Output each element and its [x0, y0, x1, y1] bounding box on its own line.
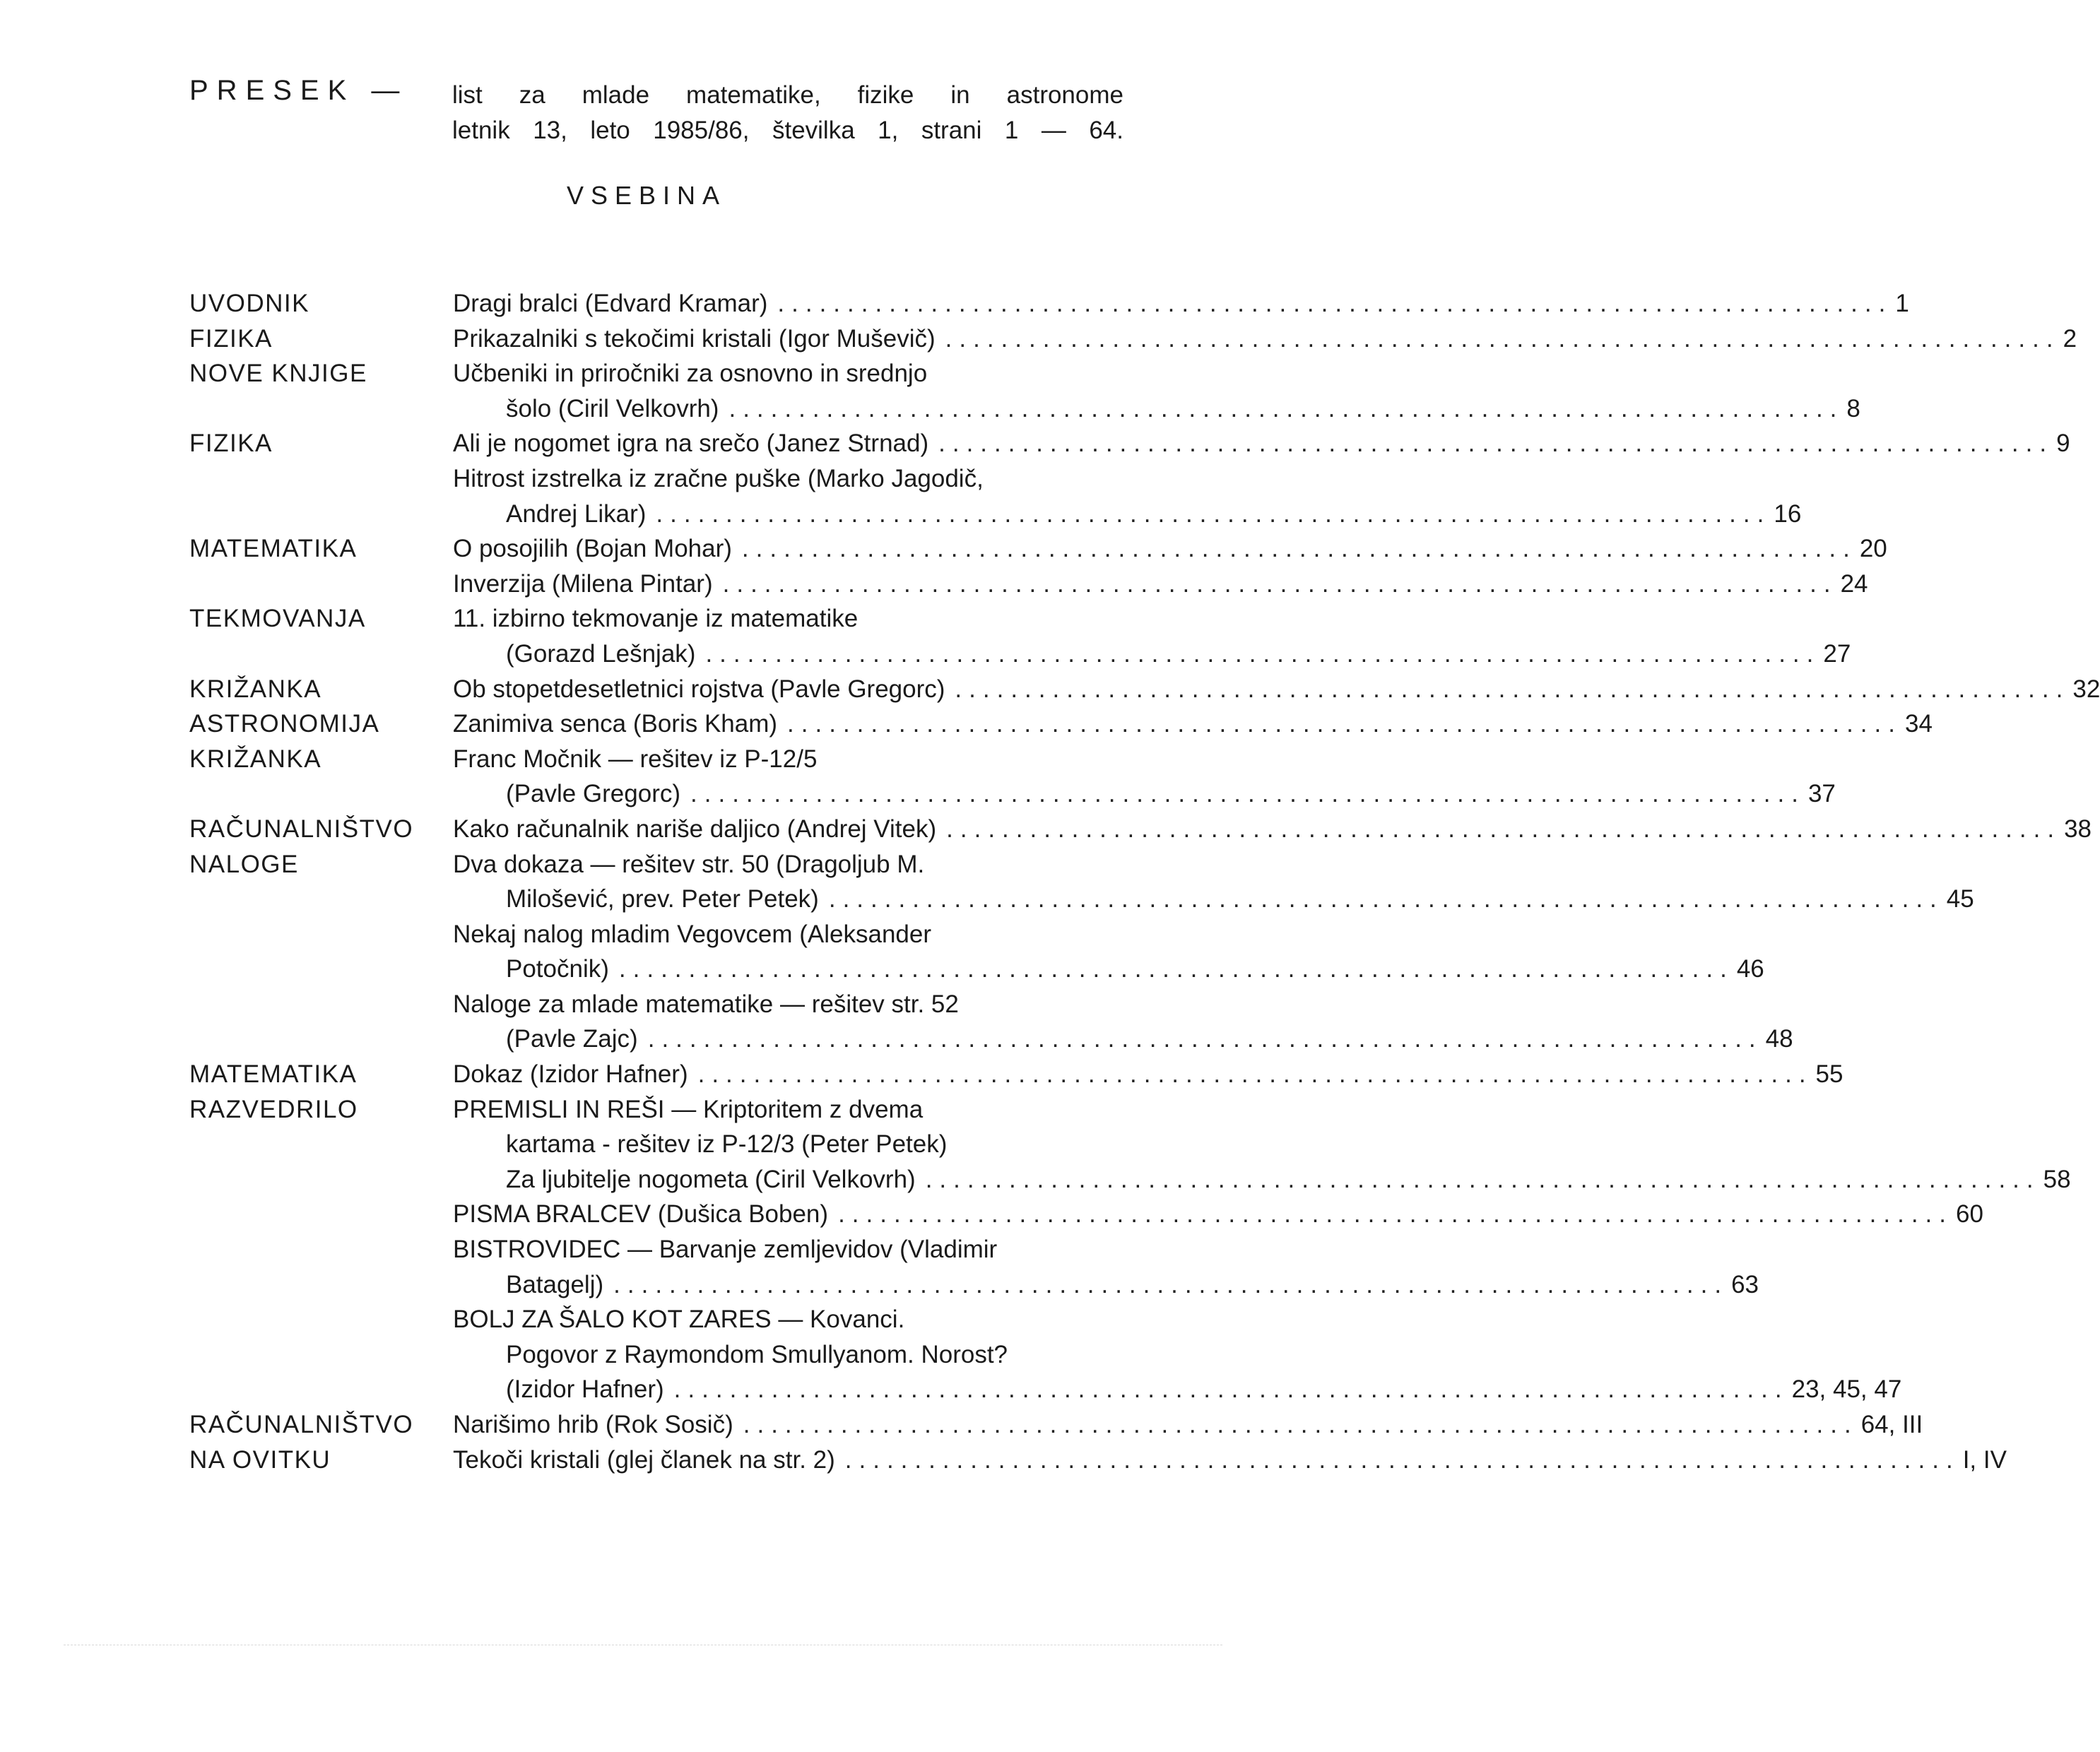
toc-entry-title: PREMISLI IN REŠI — Kriptoritem z dvema	[453, 1095, 924, 1123]
journal-subtitle: list za mlade matematike, fizike in astronome	[452, 81, 1123, 109]
toc-leader-dots: ................................................................................	[656, 499, 1771, 528]
toc-row	[189, 917, 1126, 952]
toc-row	[189, 952, 1764, 987]
toc-entry	[453, 672, 2100, 707]
toc-row	[189, 1337, 1126, 1373]
toc-entry-title: Tekoči kristali (glej članek na str. 2)	[453, 1445, 835, 1474]
toc-row	[189, 1092, 1126, 1127]
toc-entry	[453, 1407, 1923, 1443]
toc-leader-dots: ................................................................................	[955, 675, 2070, 703]
toc-category: NA OVITKU	[189, 1445, 331, 1474]
toc-category: MATEMATIKA	[189, 535, 358, 563]
toc-entry	[453, 426, 2070, 461]
toc-row	[189, 426, 2070, 461]
toc-category: KRIŽANKA	[189, 675, 322, 703]
toc-leader-dots: ................................................................................	[777, 290, 1893, 317]
toc-entry-title: Ob stopetdesetletnici rojstva (Pavle Gregorc)	[453, 675, 945, 703]
toc-row	[189, 776, 1836, 812]
toc-leader-dots: ................................................................................	[613, 1270, 1729, 1298]
toc-row	[189, 637, 1851, 672]
toc-entry	[453, 917, 1126, 952]
toc-entry	[453, 461, 1126, 497]
toc-entry-title: Inverzija (Milena Pintar)	[453, 569, 713, 598]
toc-leader-dots: ................................................................................	[945, 324, 2060, 353]
toc-page-number: 64, III	[1860, 1411, 1923, 1438]
toc-entry	[506, 497, 1802, 532]
toc-entry	[453, 531, 1887, 567]
toc-category: UVODNIK	[189, 290, 309, 317]
toc-entry-title: kartama - rešitev iz P-12/3 (Peter Petek)	[506, 1130, 948, 1159]
toc-entry	[453, 1443, 2007, 1478]
toc-category: TEKMOVANJA	[189, 605, 366, 633]
toc-page-number: 32	[2072, 675, 2100, 703]
toc-entry	[453, 1197, 1983, 1232]
toc-entry-title: BOLJ ZA ŠALO KOT ZARES — Kovanci.	[453, 1306, 905, 1334]
toc-row	[189, 1022, 1793, 1057]
page-edge-line	[64, 1645, 1222, 1646]
toc-page-number: 55	[1815, 1060, 1844, 1089]
toc-entry	[506, 1337, 1126, 1373]
toc-leader-dots: ................................................................................	[743, 1411, 1858, 1438]
toc-entry-title: Pogovor z Raymondom Smullyanom. Norost?	[506, 1340, 1008, 1368]
toc-entry	[453, 356, 1126, 391]
toc-leader-dots: ................................................................................	[828, 885, 1944, 913]
toc-row	[189, 742, 1126, 777]
toc-entry	[506, 391, 1860, 427]
toc-leader-dots: ................................................................................	[925, 1165, 2041, 1193]
toc-entry	[506, 1127, 1126, 1162]
journal-name: PRESEK —	[189, 75, 408, 106]
toc-leader-dots: ................................................................................	[838, 1200, 1953, 1229]
journal-issue-info: letnik 13, leto 1985/86, številka 1, strani 1 — 64.	[452, 117, 1123, 144]
toc-entry-title: Dva dokaza — rešitev str. 50 (Dragoljub M.	[453, 850, 925, 878]
toc-entry	[506, 1162, 2071, 1197]
toc-entry	[453, 987, 1126, 1022]
toc-leader-dots: ................................................................................	[787, 710, 1902, 738]
toc-row	[189, 882, 1974, 917]
toc-entry-title: Prikazalniki s tekočimi kristali (Igor Muševič)	[453, 324, 936, 353]
toc-entry-title: Dokaz (Izidor Hafner)	[453, 1060, 688, 1089]
toc-page-number: 27	[1823, 639, 1851, 668]
toc-entry-title: BISTROVIDEC — Barvanje zemljevidov (Vladimir	[453, 1236, 998, 1264]
toc-leader-dots: ................................................................................	[690, 780, 1805, 808]
toc-category: RAČUNALNIŠTVO	[189, 1411, 414, 1438]
toc-category: MATEMATIKA	[189, 1060, 358, 1089]
toc-leader-dots: ................................................................................	[722, 569, 1838, 598]
toc-leader-dots: ................................................................................	[647, 1025, 1763, 1053]
toc-row	[189, 601, 1126, 637]
toc-page-number: 2	[2063, 324, 2077, 353]
toc-entry-title: Učbeniki in priročniki za osnovno in srednjo	[453, 360, 928, 388]
toc-row	[189, 1267, 1759, 1303]
toc-entry	[453, 706, 1933, 742]
toc-row	[189, 321, 2077, 357]
toc-entry	[506, 1022, 1793, 1057]
toc-page-number: 63	[1731, 1270, 1759, 1298]
toc-entry-title: Kako računalnik nariše daljico (Andrej Vitek)	[453, 815, 937, 843]
toc-row	[189, 1372, 1902, 1407]
toc-category: ASTRONOMIJA	[189, 710, 380, 738]
toc-leader-dots: ................................................................................	[946, 815, 2062, 843]
toc-row	[189, 461, 1126, 497]
toc-entry	[453, 567, 1868, 602]
toc-leader-dots: ................................................................................	[728, 394, 1844, 422]
toc-category: NOVE KNJIGE	[189, 360, 367, 388]
toc-entry	[453, 1057, 1844, 1092]
toc-page-number: 45	[1946, 885, 1974, 913]
toc-page-number: 24	[1840, 569, 1868, 598]
toc-category: KRIŽANKA	[189, 745, 322, 773]
toc-leader-dots: ................................................................................	[673, 1375, 1789, 1404]
toc-entry-title: Narišimo hrib (Rok Sosič)	[453, 1411, 733, 1438]
toc-page-number: I, IV	[1962, 1445, 2007, 1474]
toc-row	[189, 1407, 1923, 1443]
toc-row	[189, 1302, 1126, 1337]
toc-entry	[506, 882, 1974, 917]
toc-entry-title: Zanimiva senca (Boris Kham)	[453, 710, 778, 738]
toc-entry-title: Milošević, prev. Peter Petek)	[506, 885, 819, 913]
toc-row	[189, 847, 1126, 882]
toc-page-number: 23, 45, 47	[1791, 1375, 1902, 1404]
toc-entry	[506, 637, 1851, 672]
toc-leader-dots: ................................................................................	[741, 535, 1857, 563]
toc-entry	[453, 601, 1126, 637]
toc-row	[189, 1162, 2071, 1197]
toc-page-number: 20	[1859, 535, 1887, 563]
toc-page-number: 16	[1774, 499, 1802, 528]
toc-page-number: 46	[1736, 955, 1764, 983]
toc-entry-title: šolo (Ciril Velkovrh)	[506, 394, 719, 422]
toc-entry	[453, 847, 1126, 882]
toc-row	[189, 1232, 1126, 1267]
toc-leader-dots: ................................................................................	[618, 955, 1734, 983]
toc-entry-title: Andrej Likar)	[506, 499, 647, 528]
toc-entry-title: Nekaj nalog mladim Vegovcem (Aleksander	[453, 920, 931, 948]
toc-leader-dots: ................................................................................	[844, 1445, 1960, 1474]
toc-row	[189, 812, 2092, 847]
toc-entry	[506, 952, 1764, 987]
toc-entry-title: PISMA BRALCEV (Dušica Boben)	[453, 1200, 829, 1229]
journal-info	[452, 78, 1123, 148]
table-of-contents	[189, 286, 2100, 1477]
toc-entry	[453, 286, 1909, 321]
toc-row	[189, 1057, 1844, 1092]
toc-entry	[453, 1092, 1126, 1127]
toc-entry	[453, 1232, 1126, 1267]
toc-entry	[453, 1302, 1126, 1337]
toc-entry-title: Hitrost izstrelka iz zračne puške (Marko Jagodič,	[453, 464, 984, 492]
toc-entry-title: (Gorazd Lešnjak)	[506, 639, 696, 668]
toc-entry	[506, 1372, 1902, 1407]
toc-entry	[453, 742, 1126, 777]
toc-page-number: 38	[2064, 815, 2092, 843]
toc-page-number: 34	[1904, 710, 1933, 738]
toc-row	[189, 706, 1933, 742]
toc-entry	[506, 1267, 1759, 1303]
toc-entry	[506, 776, 1836, 812]
toc-page-number: 8	[1846, 394, 1860, 422]
toc-leader-dots: ................................................................................	[697, 1060, 1813, 1089]
toc-entry-title: Potočnik)	[506, 955, 609, 983]
toc-page-number: 9	[2056, 430, 2070, 458]
toc-page-number: 58	[2043, 1165, 2071, 1193]
toc-row	[189, 497, 1802, 532]
toc-page-number: 48	[1765, 1025, 1793, 1053]
toc-category: FIZIKA	[189, 430, 273, 458]
toc-entry-title: (Pavle Gregorc)	[506, 780, 681, 808]
toc-entry	[453, 321, 2077, 357]
toc-row	[189, 1443, 2007, 1478]
toc-entry-title: Za ljubitelje nogometa (Ciril Velkovrh)	[506, 1165, 916, 1193]
toc-category: RAZVEDRILO	[189, 1095, 358, 1123]
toc-entry-title: Dragi bralci (Edvard Kramar)	[453, 290, 768, 317]
toc-row	[189, 356, 1126, 391]
toc-row	[189, 531, 1887, 567]
toc-entry-title: O posojilih (Bojan Mohar)	[453, 535, 732, 563]
toc-page-number: 37	[1807, 780, 1836, 808]
toc-row	[189, 286, 1909, 321]
toc-entry-title: Ali je nogomet igra na srečo (Janez Strnad)	[453, 430, 929, 458]
toc-page-number: 1	[1895, 290, 1909, 317]
toc-entry-title: (Izidor Hafner)	[506, 1375, 664, 1404]
toc-entry-title: Batagelj)	[506, 1270, 604, 1298]
toc-entry-title: Naloge za mlade matematike — rešitev str. 52	[453, 990, 959, 1018]
toc-leader-dots: ................................................................................	[938, 430, 2054, 458]
toc-entry-title: Franc Močnik — rešitev iz P-12/5	[453, 745, 818, 773]
toc-title: VSEBINA	[566, 181, 727, 210]
toc-entry	[453, 812, 2092, 847]
toc-entry-title: (Pavle Zajc)	[506, 1025, 638, 1053]
toc-row	[189, 1127, 1126, 1162]
toc-row	[189, 1197, 1983, 1232]
toc-category: NALOGE	[189, 850, 299, 878]
toc-entry-title: 11. izbirno tekmovanje iz matematike	[453, 605, 859, 633]
toc-category: RAČUNALNIŠTVO	[189, 815, 414, 843]
toc-row	[189, 567, 1868, 602]
toc-category: FIZIKA	[189, 324, 273, 353]
toc-page-number: 60	[1956, 1200, 1983, 1229]
toc-row	[189, 672, 2100, 707]
toc-row	[189, 391, 1860, 427]
toc-row	[189, 987, 1126, 1022]
toc-leader-dots: ................................................................................	[705, 639, 1821, 668]
